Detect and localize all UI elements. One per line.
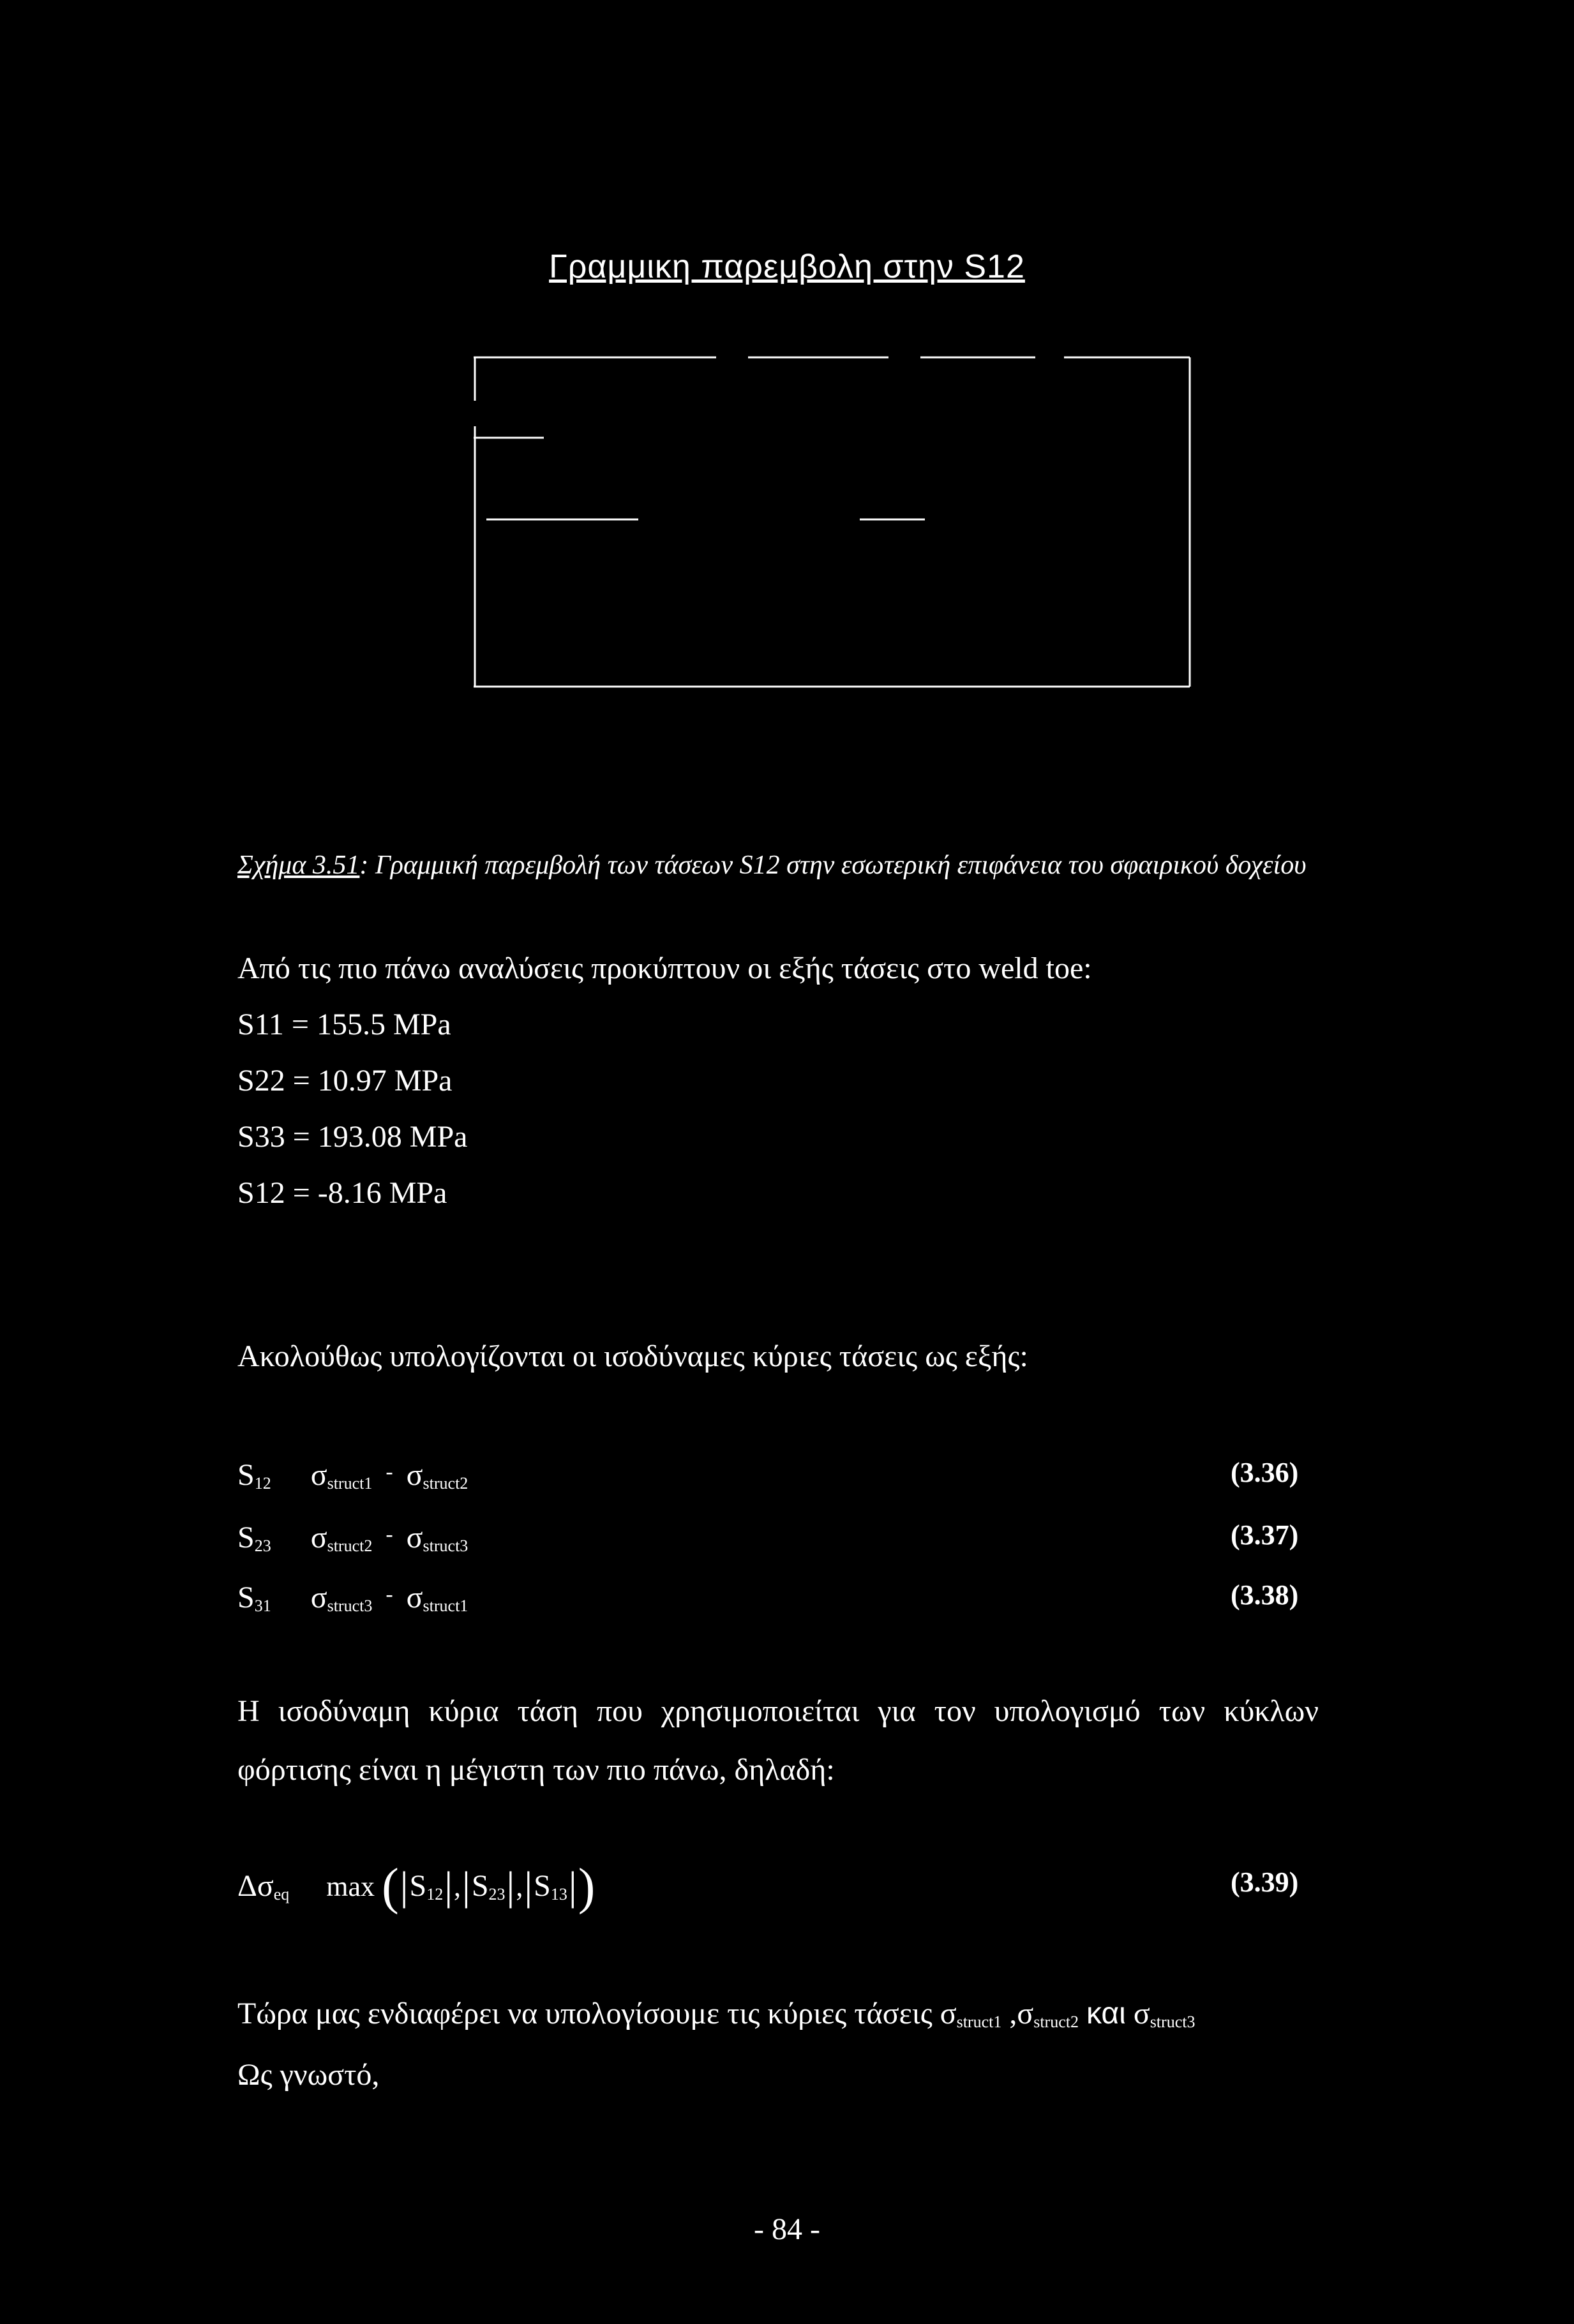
word: κύκλων — [1224, 1694, 1319, 1728]
minus-sign: - — [386, 1460, 393, 1484]
word: ισοδύναμη — [278, 1694, 410, 1728]
closing-line: Τώρα μας ενδιαφέρει να υπολογίσουμε τις κύριες τάσεις $\sigma_{struct1}$ $,\sigma_{struct2}$ και $\sigma_{struct3}$ — [237, 1997, 1195, 2031]
word: υπολογισμό — [994, 1694, 1141, 1728]
closing-s2-sub: struct2 — [1033, 2013, 1079, 2031]
figure-caption — [237, 850, 1307, 881]
term-sub: 12 — [426, 1885, 444, 1903]
sigma-symbol: σ — [310, 1521, 327, 1554]
known-text: Ως γνωστό, — [237, 2058, 380, 2092]
minus-sign: - — [386, 1523, 393, 1546]
eq-lhs-sub: 31 — [254, 1597, 271, 1615]
term-symbol: S — [471, 1869, 489, 1903]
figure-title: Γραμμικη παρεμβολη στην S12 — [549, 248, 1025, 285]
equation-row — [237, 1580, 468, 1616]
equation-number: (3.39) — [1231, 1866, 1299, 1898]
equation-row — [237, 1520, 468, 1556]
eq-lhs-sub: eq — [273, 1885, 290, 1903]
eq-lhs: S — [237, 1581, 255, 1614]
equivalent-intro: Ακολούθως υπολογίζονται οι ισοδύναμες κύριες τάσεις ως εξής: — [237, 1339, 1028, 1373]
sigma-symbol: σ — [1133, 1997, 1150, 2030]
caption-text: : Γραμμική παρεμβολή των τάσεων S12 στην εσωτερική επιφάνεια του σφαιρικού δοχείου — [359, 851, 1307, 880]
eq-a-sub: struct3 — [327, 1597, 373, 1615]
stress-s12: S12 = -8.16 MPa — [237, 1176, 447, 1210]
closing-s3-sub: struct3 — [1150, 2013, 1195, 2031]
figure-plot — [474, 356, 1191, 688]
sigma-symbol: σ — [406, 1581, 423, 1614]
term-symbol: S — [409, 1869, 427, 1903]
stress-s33: S33 = 193.08 MPa — [237, 1120, 468, 1154]
eq-lhs-sub: 23 — [254, 1537, 271, 1555]
closing-conj: και — [1086, 1997, 1126, 2030]
figure-plot-svg — [474, 356, 1191, 688]
term-symbol: S — [534, 1869, 551, 1903]
term-sub: 23 — [488, 1885, 506, 1903]
word: Η — [237, 1694, 260, 1728]
closing-s1-sub: struct1 — [956, 2013, 1002, 2031]
equation-number: (3.37) — [1231, 1519, 1299, 1551]
eq-lhs: S — [237, 1458, 255, 1492]
word: χρησιμοποιείται — [661, 1694, 860, 1728]
word: για — [878, 1694, 916, 1728]
sigma-symbol: σ — [940, 1997, 957, 2030]
paragraph-line-2: φόρτισης είναι η μέγιστη των πιο πάνω, δηλαδή: — [237, 1753, 835, 1787]
max-equation: $\Delta\sigma_{eq}$ $\max (|S_{12}|,|S_{23}|,|S_{13}|)$ — [237, 1859, 596, 1915]
word: κύρια — [428, 1694, 499, 1728]
delta-sigma-symbol: Δσ — [237, 1869, 274, 1903]
paragraph-line-1 — [237, 1694, 1319, 1729]
intro-text: Από τις πιο πάνω αναλύσεις προκύπτουν οι εξής τάσεις στο weld toe: — [237, 951, 1092, 985]
word: που — [596, 1694, 643, 1728]
word: των — [1158, 1694, 1206, 1728]
stress-s11: S11 = 155.5 MPa — [237, 1008, 451, 1041]
sigma-symbol: σ — [1017, 1997, 1034, 2030]
minus-sign: - — [386, 1583, 393, 1606]
equation-number: (3.38) — [1231, 1579, 1299, 1611]
sigma-symbol: σ — [406, 1458, 423, 1492]
eq-lhs-sub: 12 — [254, 1474, 271, 1493]
eq-a-sub: struct2 — [327, 1537, 373, 1555]
page-number: - 84 - — [754, 2212, 820, 2246]
word: τάση — [517, 1694, 578, 1728]
equation-row — [237, 1457, 468, 1493]
caption-label: Σχήμα 3.51 — [237, 851, 360, 880]
eq-lhs: S — [237, 1521, 255, 1554]
term-sub: 13 — [550, 1885, 567, 1903]
sigma-symbol: σ — [406, 1521, 423, 1554]
eq-b-sub: struct1 — [423, 1597, 468, 1615]
eq-b-sub: struct2 — [423, 1474, 468, 1493]
closing-text: Τώρα μας ενδιαφέρει να υπολογίσουμε τις κύριες τάσεις — [237, 1997, 933, 2030]
sigma-symbol: σ — [310, 1581, 327, 1614]
stress-s22: S22 = 10.97 MPa — [237, 1064, 453, 1098]
word: τον — [934, 1694, 976, 1728]
eq-b-sub: struct3 — [423, 1537, 468, 1555]
sigma-symbol: σ — [310, 1458, 327, 1492]
eq-a-sub: struct1 — [327, 1474, 373, 1493]
max-function: max — [326, 1871, 375, 1902]
equation-number: (3.36) — [1231, 1457, 1299, 1488]
